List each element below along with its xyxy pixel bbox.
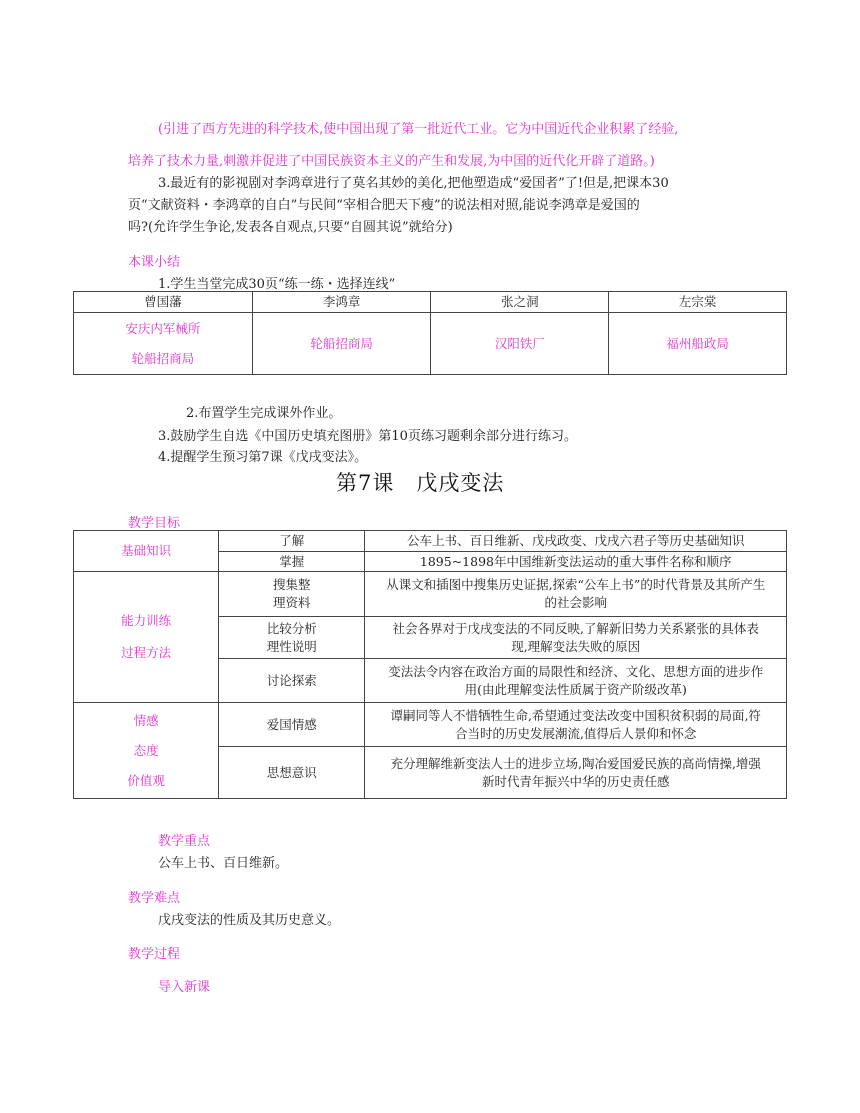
matching-table-body-row (74, 313, 787, 375)
row-label-collect (219, 572, 365, 617)
header-li-hongzhang: 李鸿章 (252, 292, 431, 313)
question-3-line-3: 吗?(允许学生争论,发表各自观点,只要“自圆其说”就给分) (128, 220, 453, 235)
intro-pink-line-2: 培养了技术力量,刺激并促进了中国民族资本主义的产生和发展,为中国的近代化开辟了道路。) (128, 154, 655, 169)
summary-item-3: 3.鼓励学生自选《中国历史填充图册》第10页练习题剩余部分进行练习。 (158, 429, 577, 444)
question-3-line-1: 3.最近有的影视剧对李鸿章进行了莫名其妙的美化,把他塑造成“爱国者”了!但是,把课本30 (158, 176, 669, 191)
row-label-understand: 了解 (219, 531, 365, 552)
row-label-compare (219, 617, 365, 659)
row-text-patriotism-line-1: 谭嗣同等人不惜牺牲生命,希望通过变法改变中国积贫积弱的局面,符 (390, 707, 761, 723)
category-emotion-values (74, 703, 219, 799)
row-label-collect-line-1: 搜集整 (273, 577, 311, 592)
row-label-master: 掌握 (219, 552, 365, 572)
introduction-heading: 导入新课 (158, 980, 211, 995)
row-text-collect-line-2: 的社会影响 (544, 595, 607, 610)
row-text-discuss-line-2: 用(由此理解变法性质属于资产阶级改革) (464, 681, 687, 697)
summary-item-2: 2.布置学生完成课外作业。 (186, 406, 342, 421)
row-text-compare-line-1: 社会各界对于戊戌变法的不同反映,了解新旧势力关系紧张的具体表 (392, 620, 759, 636)
row-text-understand: 公车上书、百日维新、戊戌政变、戊戌六君子等历史基础知识 (365, 531, 787, 552)
row-label-ideology: 思想意识 (219, 747, 365, 799)
row-text-discuss (365, 659, 787, 703)
category-ability-process (74, 572, 219, 703)
objectives-row-6 (74, 703, 787, 747)
row-text-collect-line-1: 从课文和插图中搜集历史证据,探索“公车上书”的时代背景及其所产生 (386, 577, 766, 592)
objectives-row-1 (74, 531, 787, 552)
row-text-patriotism-line-2: 合当时的历史发展潮流,值得后人景仰和怀念 (454, 725, 697, 741)
row-label-compare-line-2: 理性说明 (266, 638, 317, 654)
difficult-points-heading: 教学难点 (128, 891, 181, 906)
key-points-heading: 教学重点 (158, 834, 211, 849)
row-label-compare-line-1: 比较分析 (266, 620, 317, 636)
header-zuo-zongtang: 左宗棠 (609, 292, 787, 313)
summary-item-1: 1.学生当堂完成30页“练一练・选择连线” (158, 277, 396, 292)
row-label-patriotism: 爱国情感 (219, 703, 365, 747)
row-text-patriotism (365, 703, 787, 747)
objectives-heading: 教学目标 (128, 516, 181, 531)
category-emotion: 情感 (133, 712, 159, 728)
key-points-text: 公车上书、百日维新。 (158, 856, 289, 871)
row-label-collect-line-2: 理资料 (273, 595, 311, 610)
summary-heading: 本课小结 (128, 255, 181, 270)
header-zhang-zhidong: 张之洞 (431, 292, 609, 313)
cell-hanyang-ironworks: 汉阳铁厂 (431, 313, 609, 375)
cell-anqing-arsenal: 安庆内军械所 (125, 320, 201, 336)
cell-china-merchants-1: 轮船招商局 (131, 350, 195, 366)
question-3-line-2: 页“文献资料・李鸿章的自白”与民间“宰相合肥天下瘦”的说法相对照,能说李鸿章是爱国的 (128, 198, 640, 213)
category-process-method: 过程方法 (121, 645, 172, 660)
summary-item-4: 4.提醒学生预习第7课《戊戌变法》。 (158, 450, 368, 465)
row-text-ideology-line-1: 充分理解维新变法人士的进步立场,陶冶爱国爱民族的高尚情操,增强 (390, 755, 761, 771)
row-text-master: 1895~1898年中国维新变法运动的重大事件名称和顺序 (365, 552, 787, 572)
lesson-title: 第7课 戊戌变法 (336, 471, 505, 495)
row-text-discuss-line-1: 变法法令内容在政治方面的局限性和经济、文化、思想方面的进步作 (388, 663, 764, 679)
category-values: 价值观 (127, 772, 165, 788)
cell-fuzhou-navy-yard: 福州船政局 (609, 313, 787, 375)
row-text-ideology (365, 747, 787, 799)
matching-table (73, 291, 787, 375)
category-attitude: 态度 (133, 742, 159, 758)
row-text-compare (365, 617, 787, 659)
category-ability-training: 能力训练 (121, 613, 172, 628)
intro-pink-line-1: (引进了西方先进的科学技术,使中国出现了第一批近代工业。它为中国近代企业积累了经验, (158, 122, 679, 137)
objectives-table (73, 530, 787, 799)
row-text-collect (365, 572, 787, 617)
teaching-process-heading: 教学过程 (128, 947, 181, 962)
row-text-ideology-line-2: 新时代青年振兴中华的历史责任感 (481, 773, 670, 789)
matching-table-header-row (74, 292, 787, 313)
cell-anqing-and-merchants (74, 313, 253, 375)
difficult-points-text: 戊戌变法的性质及其历史意义。 (158, 913, 341, 928)
row-label-discuss: 讨论探索 (219, 659, 365, 703)
row-text-compare-line-2: 现,理解变法失败的原因 (511, 638, 641, 654)
category-basic-knowledge: 基础知识 (74, 531, 219, 572)
objectives-row-3 (74, 572, 787, 617)
header-zeng-guofan: 曾国藩 (74, 292, 253, 313)
cell-china-merchants-2: 轮船招商局 (252, 313, 431, 375)
